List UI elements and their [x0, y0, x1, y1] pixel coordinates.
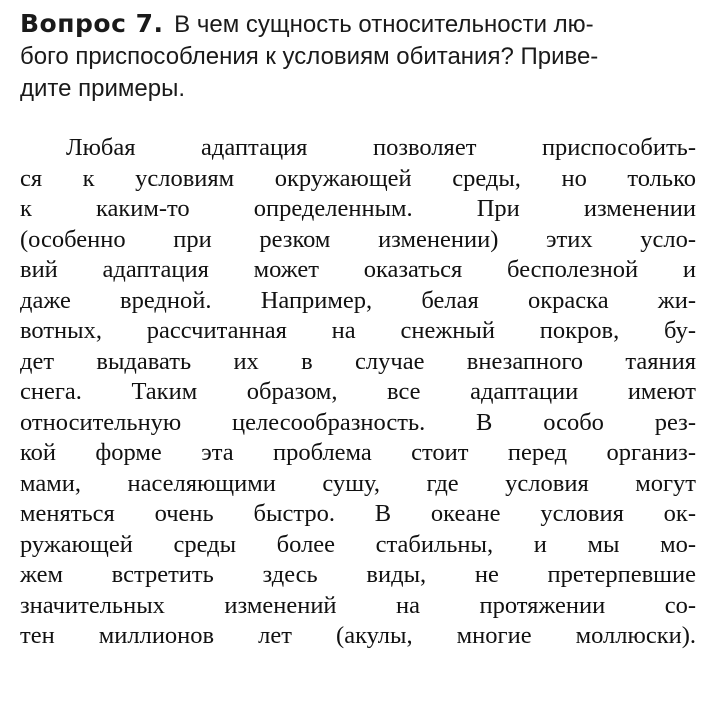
answer-line: Любая адаптация позволяет приспособить- [66, 134, 696, 161]
answer-line: кой форме эта проблема стоит перед организ- [20, 439, 696, 466]
answer-line: даже вредной. Например, белая окраска жи- [20, 286, 696, 314]
answer-paragraph [20, 133, 696, 652]
question-text-1: В чем сущность относительности лю- [174, 11, 594, 38]
answer-line: снега. Таким образом, все адаптации имеют [20, 378, 696, 405]
question-label: Вопрос 7. [20, 9, 164, 38]
question-line-2: бого приспособления к условиям обитания? Приве- [20, 43, 599, 70]
answer-line: относительную целесообразность. В особо рез- [20, 408, 696, 436]
answer-line: вотных, рассчитанная на снежный покров, бу- [20, 317, 696, 344]
answer-line: мами, населяющими сушу, где условия могут [20, 469, 696, 497]
answer-line: к каким-то определенным. При изменении [20, 195, 696, 222]
answer-line: меняться очень быстро. В океане условия ок- [20, 500, 696, 527]
answer-line: значительных изменений на протяжении со- [20, 591, 696, 619]
answer-line: ся к условиям окружающей среды, но только [20, 164, 696, 192]
answer-line: дет выдавать их в случае внезапного таяния [20, 347, 696, 375]
question-block [20, 8, 691, 105]
answer-line: тен миллионов лет (акулы, многие моллюски). [20, 622, 696, 649]
answer-line: вий адаптация может оказаться бесполезной и [20, 256, 696, 283]
answer-line: (особенно при резком изменении) этих усло- [20, 225, 696, 253]
answer-line: ружающей среды более стабильны, и мы мо- [20, 530, 696, 558]
question-line-1 [20, 8, 691, 41]
answer-line: жем встретить здесь виды, не претерпевшие [20, 561, 696, 588]
question-line-3: дите примеры. [20, 75, 186, 102]
